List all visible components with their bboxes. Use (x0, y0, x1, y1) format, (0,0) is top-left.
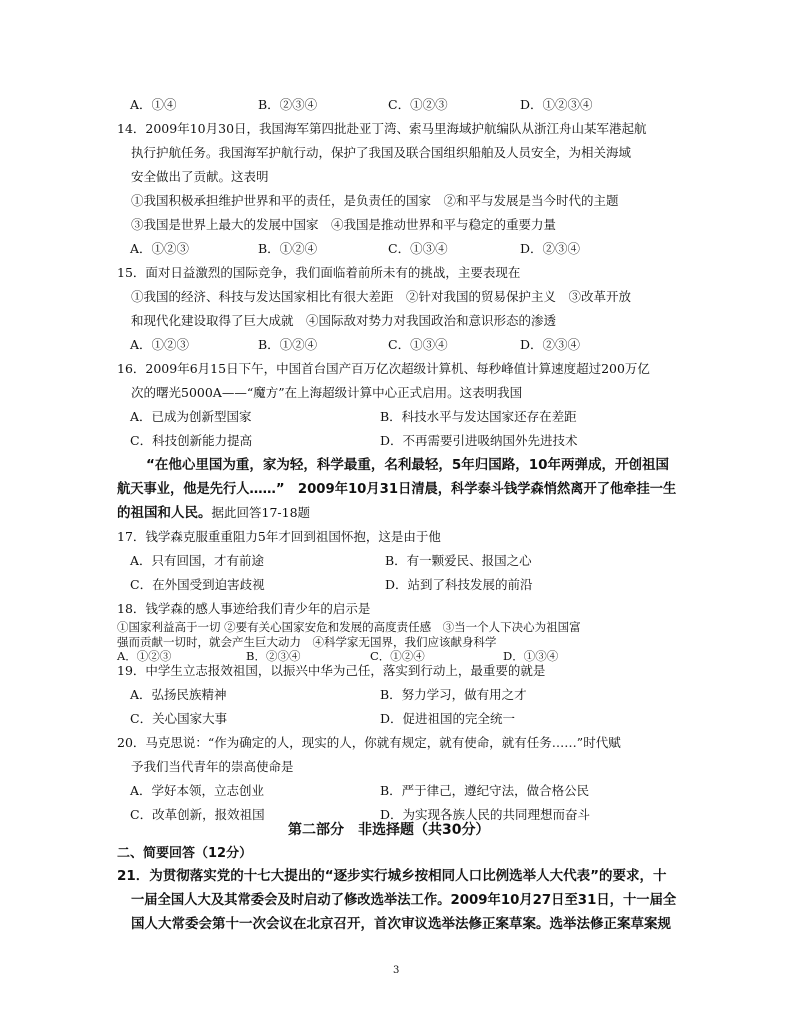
q13-option-a: A．①④ (130, 97, 177, 112)
section2-title: 二、简要回答（12分） (117, 846, 253, 861)
q14-option-a: A．①②③ (130, 241, 190, 256)
q21-line-1: 21．为贯彻落实党的十七大提出的“逐步实行城乡按相同人口比例选举人大代表”的要求，十 (117, 868, 667, 884)
q14-stem-line-3: 安全做出了贡献。这表明 (131, 169, 269, 184)
part2-title: 第二部分 非选择题（共30分） (288, 822, 490, 838)
q16-stem-line-1: 16．2009年6月15日下午，中国首台国产百万亿次超级计算机、每秒峰值计算速度超过200万亿 (117, 361, 650, 376)
q20-option-a: A．学好本领，立志创业 (130, 783, 265, 798)
q16-stem-line-2: 次的曙光5000A——“魔方”在上海超级计算中心正式启用。这表明我国 (131, 385, 523, 400)
q13-option-c: C．①②③ (388, 97, 448, 112)
q20-stem-line-1: 20．马克思说：“作为确定的人，现实的人，你就有规定，就有使命，就有任务……”时代赋 (117, 735, 621, 750)
q18-stem: 18．钱学森的感人事迹给我们青少年的启示是 (117, 601, 371, 616)
q16-option-b: B．科技水平与发达国家还存在差距 (380, 409, 577, 424)
q20-stem-line-2: 予我们当代青年的崇高使命是 (131, 759, 294, 774)
passage-tail: 据此回答17-18题 (211, 505, 311, 520)
q20-option-c: C．改革创新，报效祖国 (130, 807, 265, 822)
q18-option-c: C．①②④ (370, 649, 425, 663)
q17-option-c: C．在外国受到迫害歧视 (130, 577, 265, 592)
passage-line-2: 航天事业，他是先行人……” 2009年10月31日清晨，科学泰斗钱学森悄然离开了他牵挂一生 (117, 481, 677, 497)
q14-option-c: C．①③④ (388, 241, 448, 256)
q15-stem: 15．面对日益激烈的国际竞争，我们面临着前所未有的挑战，主要表现在 (117, 265, 521, 280)
q18-option-b: B．②③④ (246, 649, 301, 663)
q19-option-b: B．努力学习，做有用之才 (380, 687, 527, 702)
q19-stem: 19．中学生立志报效祖国，以振兴中华为己任，落实到行动上，最重要的就是 (117, 663, 546, 678)
q13-option-d: D．①②③④ (520, 97, 593, 112)
passage-line-1: “在他心里国为重，家为轻，科学最重，名利最轻，5年归国路，10年两弹成，开创祖国 (146, 457, 670, 473)
q19-option-c: C．关心国家大事 (130, 711, 228, 726)
q14-option-d: D．②③④ (520, 241, 581, 256)
q21-line-3: 国人大常委会第十一次会议在北京召开，首次审议选举法修正案草案。选举法修正案草案规 (131, 916, 671, 932)
q18-option-d: D．①③④ (503, 649, 559, 663)
q19-option-a: A．弘扬民族精神 (130, 687, 227, 702)
q19-option-d: D．促进祖国的完全统一 (380, 711, 516, 726)
q18-item-line-2: 强而贡献一切时，就会产生巨大动力 ④科学家无国界，我们应该献身科学 (117, 635, 497, 649)
page-number: 3 (393, 965, 400, 976)
q15-option-c: C．①③④ (388, 337, 448, 352)
q16-option-c: C．科技创新能力提高 (130, 433, 253, 448)
q14-item-line-2: ③我国是世界上最大的发展中国家 ④我国是推动世界和平与稳定的重要力量 (131, 217, 557, 232)
q18-option-a: A．①②③ (117, 649, 172, 663)
q18-item-line-1: ①国家利益高于一切 ②要有关心国家安危和发展的高度责任感 ③当一个人下决心为祖国富 (117, 620, 581, 634)
q14-item-line-1: ①我国积极承担维护世界和平的责任，是负责任的国家 ②和平与发展是当今时代的主题 (131, 193, 619, 208)
q14-stem-line-2: 执行护航任务。我国海军护航行动，保护了我国及联合国组织船舶及人员安全，为相关海域 (131, 145, 632, 160)
q17-option-a: A．只有回国，才有前途 (130, 553, 265, 568)
q21-line-2: 一届全国人大及其常委会及时启动了修改选举法工作。2009年10月27日至31日，十一届全 (131, 892, 677, 908)
q13-option-b: B．②③④ (258, 97, 318, 112)
q15-option-a: A．①②③ (130, 337, 190, 352)
q15-option-d: D．②③④ (520, 337, 581, 352)
q16-option-d: D．不再需要引进吸纳国外先进技术 (380, 433, 578, 448)
q15-item-line-2: 和现代化建设取得了巨大成就 ④国际敌对势力对我国政治和意识形态的渗透 (131, 313, 557, 328)
q17-stem: 17．钱学森克服重重阻力5年才回到祖国怀抱，这是由于他 (117, 529, 441, 544)
q15-item-line-1: ①我国的经济、科技与发达国家相比有很大差距 ②针对我国的贸易保护主义 ③改革开放 (131, 289, 632, 304)
q17-option-d: D．站到了科技发展的前沿 (385, 577, 533, 592)
passage-line-3 (117, 505, 310, 521)
q17-option-b: B．有一颗爱民、报国之心 (385, 553, 532, 568)
q20-option-d: D．为实现各族人民的共同理想而奋斗 (380, 807, 591, 822)
q20-option-b: B．严于律己，遵纪守法，做合格公民 (380, 783, 590, 798)
q16-option-a: A．已成为创新型国家 (130, 409, 252, 424)
q15-option-b: B．①②④ (258, 337, 318, 352)
passage-line-3-text: 的祖国和人民。 (117, 505, 212, 521)
q14-option-b: B．①②④ (258, 241, 318, 256)
q14-stem-line-1: 14．2009年10月30日，我国海军第四批赴亚丁湾、索马里海域护航编队从浙江舟山某军港起航 (117, 121, 647, 136)
